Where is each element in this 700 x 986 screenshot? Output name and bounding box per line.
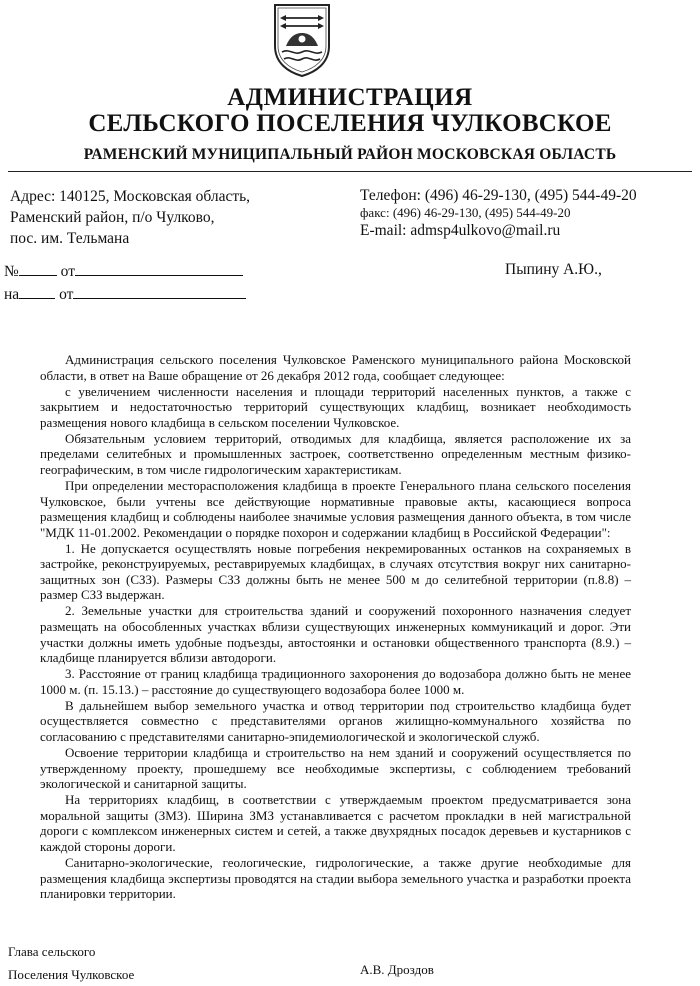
address-line: пос. им. Тельмана <box>10 230 130 247</box>
body-paragraph: Освоение территории кладбища и строительство на нем зданий и сооружений осуществляется по утвержденному проекту, прошедшему все необходимые экспертизы, с соблюдением требований экологической и санитарной защиты. <box>40 744 631 792</box>
reply-number-blank <box>19 284 55 299</box>
recipient-name: Пыпину А.Ю., <box>505 261 602 278</box>
reply-date-label: от <box>59 286 74 303</box>
body-paragraph: При определении месторасположения кладбища в проекте Генерального плана сельского поселения Чулковское, были учтены все действующие нормативные правовые акты, касающиеся вопроса размещения кладбищ и соблюдены наиболее значимые условия размещения данного объекта, в том числе "МДК 11-01.2002. Рекомендации о порядке похорон и содержании кладбищ в Российской Федерации": <box>40 477 631 540</box>
outgoing-number-line <box>4 261 243 281</box>
header-title: АДМИНИСТРАЦИЯ <box>227 84 473 111</box>
header-subtitle: СЕЛЬСКОГО ПОСЕЛЕНИЯ ЧУЛКОВСКОЕ <box>88 110 612 137</box>
coat-of-arms-icon <box>272 2 332 78</box>
header-divider <box>8 171 692 172</box>
address-block <box>10 186 250 249</box>
letter-body <box>40 352 631 902</box>
incoming-number-line <box>4 284 246 304</box>
body-paragraph: с увеличением численности населения и площади территорий населенных пунктов, а также с закрытием и недостаточностью территорий существующих кладбищ, возникает необходимость размещения нового кладбища в сельском поселении Чулковское. <box>40 383 631 430</box>
number-label: № <box>4 263 19 280</box>
reply-date-blank <box>73 284 246 299</box>
date-blank <box>75 261 243 276</box>
contacts-block <box>360 186 637 240</box>
phone-text: Телефон: (496) 46-29-130, (495) 544-49-20 <box>360 187 637 204</box>
body-paragraph: 3. Расстояние от границ кладбища традиционного захоронения до водозабора должно быть не менее 1000 м. (п. 15.13.) – расстояние до существующего водозабора более 1000 м. <box>40 666 631 697</box>
header-region: РАМЕНСКИЙ МУНИЦИПАЛЬНЫЙ РАЙОН МОСКОВСКАЯ ОБЛАСТЬ <box>83 146 617 163</box>
signatory-name: А.В. Дроздов <box>360 962 434 977</box>
number-blank <box>19 261 57 276</box>
body-paragraph: Санитарно-экологические, геологические, гидрологические, а также другие необходимые для размещения кладбища экспертизы проводятся на стадии выбора земельного участка и разработки проекта планировки территории. <box>40 854 631 902</box>
address-line: Адрес: 140125, Московская область, <box>10 188 251 205</box>
signatory-title-line: Поселения Чулковское <box>8 967 135 982</box>
reply-to-label: на <box>4 286 20 303</box>
body-paragraph: 2. Земельные участки для строительства зданий и сооружений похоронного назначения следует размещать на обособленных участках вблизи существующих инженерных коммуникаций и дорог. Эти участки должны иметь удобные подъезды, автостоянки и остановки общественного транспорта (8.9.) – кладбище планируется вблизи автодороги. <box>40 603 631 666</box>
body-paragraph: На территориях кладбищ, в соответствии с утверждаемым проектом предусматривается зона моральной защиты (ЗМЗ). Ширина ЗМЗ устанавливается с расчетом прокладки в ней магистральной дороги с комплексом инженерных систем и сетей, а также двухрядных посадок деревьев и кустарников с каждой стороны дороги. <box>40 792 631 854</box>
signatory-title-line: Глава сельского <box>8 944 96 959</box>
fax-text: факс: (496) 46-29-130, (495) 544-49-20 <box>360 205 571 220</box>
body-paragraph: Обязательным условием территорий, отводимых для кладбища, является расположение их за пределами селитебных и промышленных застроек, соответственно определенным местным физико-географическим, в том числе гидрологическим характеристикам. <box>40 430 631 477</box>
body-paragraph: Администрация сельского поселения Чулковское Раменского муниципального района Московской области, в ответ на Ваше обращение от 26 декабря 2012 года, сообщает следующее: <box>40 352 631 383</box>
email-text: E-mail: admsp4ulkovo@mail.ru <box>360 222 561 239</box>
address-line: Раменский район, п/о Чулково, <box>10 209 215 226</box>
body-paragraph: В дальнейшем выбор земельного участка и отвод территории под строительство кладбища будет осуществляется совместно с представителями органов жилищно-коммунального хозяйства по согласованию с представителями санитарно-эпидемиологической и экологической служб. <box>40 697 631 744</box>
body-paragraph: 1. Не допускается осуществлять новые погребения некремированных останков на сохраняемых в застройке, реконструируемых, реставрируемых кладбищах, в случаях отсутствия вокруг них санитарно-защитных зон (СЗЗ). Размеры СЗЗ должны быть не менее 500 м до селитебной территории (п.8.8) – размер СЗЗ выдержан. <box>40 540 631 603</box>
date-label: от <box>60 263 75 280</box>
signatory-title <box>8 940 134 986</box>
